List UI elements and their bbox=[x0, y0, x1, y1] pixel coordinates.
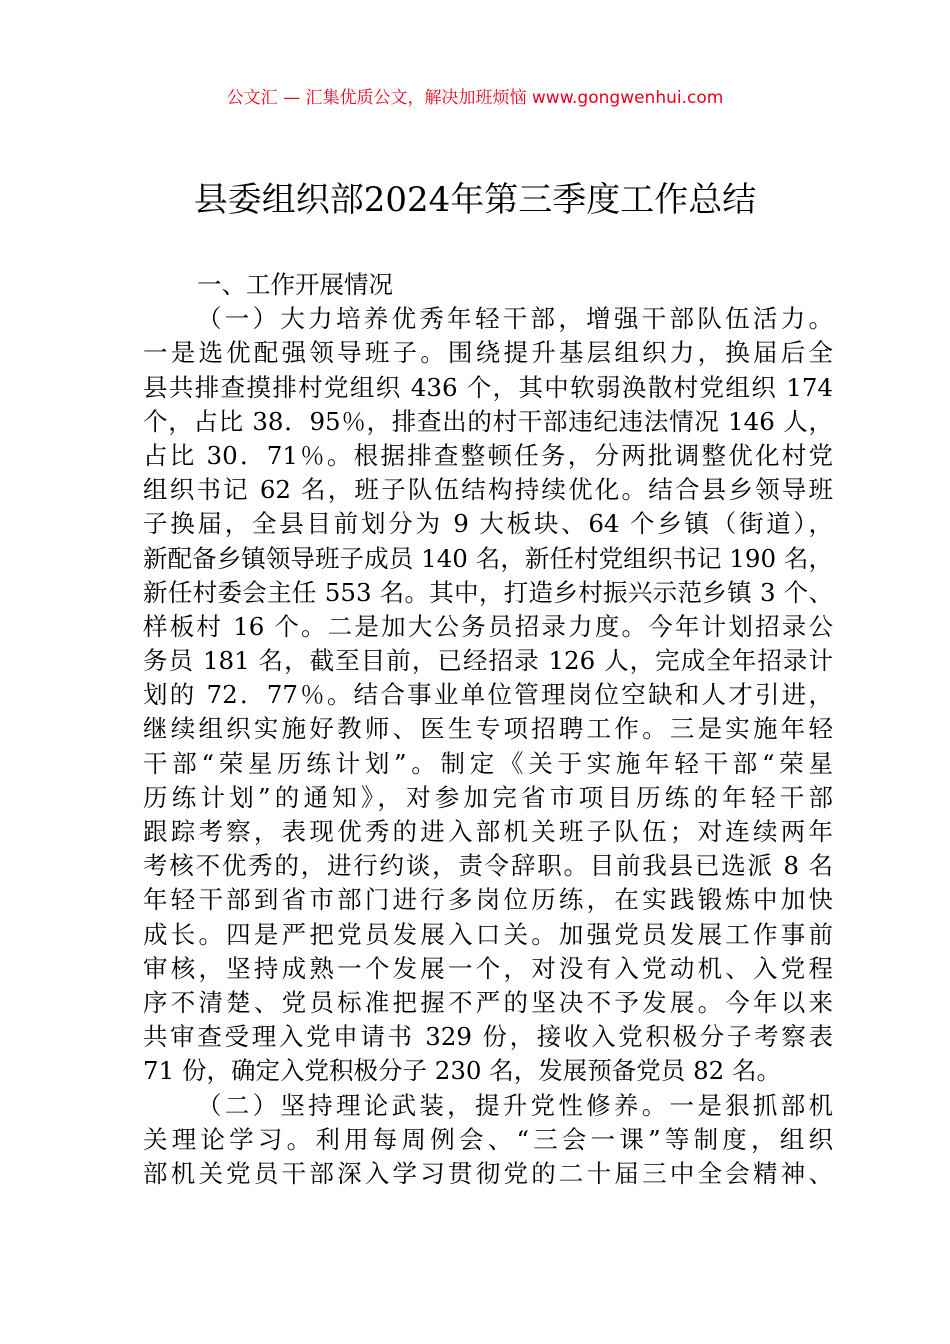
paragraph-line: 占比 30．71％。根据排查整顿任务，分两批调整优化村党 bbox=[143, 440, 833, 470]
paragraph-line: 关理论学习。利用每周例会、“三会一课”等制度，组织 bbox=[143, 1124, 833, 1154]
site-banner-text: 公文汇 — 汇集优质公文，解决加班烦恼 www.gongwenhui.com bbox=[226, 88, 724, 108]
paragraph-line: 一是选优配强领导班子。围绕提升基层组织力，换届后全 bbox=[143, 338, 833, 368]
site-banner bbox=[0, 86, 950, 110]
paragraph-line: 71 份，确定入党积极分子 230 名，发展预备党员 82 名。 bbox=[143, 1056, 782, 1086]
paragraph-line: 跟踪考察，表现优秀的进入部机关班子队伍；对连续两年 bbox=[143, 817, 833, 846]
paragraph-line: 部机关党员干部深入学习贯彻党的二十届三中全会精神、 bbox=[143, 1158, 833, 1188]
paragraph-line: 历练计划”的通知》，对参加完省市项目历练的年轻干部 bbox=[143, 782, 833, 812]
paragraph-line: 新配备乡镇领导班子成员 140 名，新任村党组织书记 190 名， bbox=[143, 543, 833, 573]
section-heading: 一、工作开展情况 bbox=[197, 270, 393, 299]
paragraph-line: 个，占比 38．95％，排查出的村干部违纪违法情况 146 人， bbox=[143, 406, 833, 436]
paragraph-line: 序不清楚、党员标准把握不严的坚决不予发展。今年以来 bbox=[143, 987, 833, 1017]
paragraph-line: 共审查受理入党申请书 329 份，接收入党积极分子考察表 bbox=[143, 1022, 833, 1052]
paragraph-line: 新任村委会主任 553 名。其中，打造乡村振兴示范乡镇 3 个、 bbox=[143, 577, 833, 607]
subsection-heading: （二）坚持理论武装，提升党性修养。一是狠抓部机 bbox=[197, 1090, 833, 1120]
paragraph-line: 子换届，全县目前划分为 9 大板块、64 个乡镇（街道）， bbox=[143, 509, 833, 539]
paragraph-line: 干部“荣星历练计划”。制定《关于实施年轻干部“荣星 bbox=[143, 748, 833, 778]
subsection-heading: （一）大力培养优秀年轻干部，增强干部队伍活力。 bbox=[197, 304, 833, 334]
paragraph-line: 务员 181 名，截至目前，已经招录 126 人，完成全年招录计 bbox=[143, 646, 833, 676]
paragraph-line: 年轻干部到省市部门进行多岗位历练，在实践锻炼中加快 bbox=[143, 885, 833, 915]
paragraph-line: 样板村 16 个。二是加大公务员招录力度。今年计划招录公 bbox=[143, 611, 833, 641]
paragraph-line: 县共排查摸排村党组织 436 个，其中软弱涣散村党组织 174 bbox=[143, 372, 833, 402]
paragraph-line: 成长。四是严把党员发展入口关。加强党员发展工作事前 bbox=[143, 919, 833, 949]
paragraph-line: 组织书记 62 名，班子队伍结构持续优化。结合县乡领导班 bbox=[143, 475, 833, 505]
paragraph-line: 继续组织实施好教师、医生专项招聘工作。三是实施年轻 bbox=[143, 714, 833, 744]
paragraph-line: 划的 72．77％。结合事业单位管理岗位空缺和人才引进， bbox=[143, 680, 833, 710]
document-body bbox=[143, 268, 833, 1191]
paragraph-line: 审核，坚持成熟一个发展一个，对没有入党动机、入党程 bbox=[143, 953, 833, 983]
paragraph-line: 考核不优秀的，进行约谈，责令辞职。目前我县已选派 8 名 bbox=[143, 851, 833, 881]
document-title: 县委组织部2024年第三季度工作总结 bbox=[193, 180, 757, 220]
